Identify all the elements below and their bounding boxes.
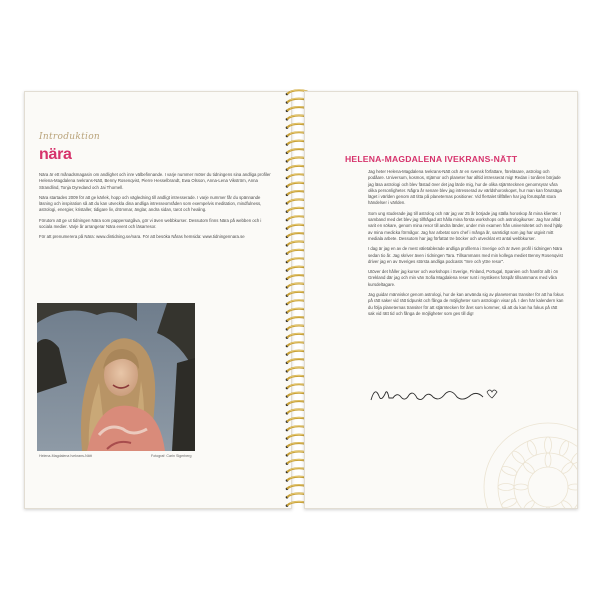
author-paragraph: Jag guidar människor genom astrologi, hur de kan använda sig av planeternas transiter för att ha fokus på rätt saker vid rätt tidpunkt och fånga de möjligheter som astrologin visar på. I den här kalendern kan du följa planeternas transiter för att stjärntecken för året som kommer, så att du kan ha fokus på rätt sak vid rätt tid och fånga de möjligheter som ges till dig! <box>368 292 564 316</box>
mandala-ring <box>498 437 578 509</box>
right-page <box>304 91 578 509</box>
mandala-petal <box>545 453 551 467</box>
magazine-title: nära <box>39 146 72 163</box>
photo-caption: Helena-Magdalena Ivekrans-Nätt <box>39 454 92 458</box>
mandala-ornament <box>473 412 578 509</box>
author-body <box>368 169 564 321</box>
photo-credit: Fotograf: Carin Sigerberg <box>151 454 192 458</box>
author-paragraph: Jag heter Helena-Magdalena Ivekrans-Nätt och är en svensk författare, föreläsare, astrolog och podåare. Universum, kosmos, stjärnor och planeter har alltid intresserat mig! Redan i tonåren började jag läsa astrologi och blev fästad över det jag lärde mig, hur de olika stjärntecknen genomsyrar våra olika personligheter. Några år senare blev jag intresserad av världshoroskopet, hur man kan förutsäga läget i världen genom att titta på planeternas positioner. Vid flertalet tillfällen har jag förutspått stora händelser i världen. <box>368 169 562 206</box>
mandala-petal <box>568 484 578 490</box>
mandala-petal <box>522 499 536 509</box>
mandala-ring <box>514 453 578 509</box>
author-paragraph: Utöver det håller jag kurser och workshops i Sverige, Finland, Portugal, Spanien och framför allt i ön Grekland där jag och min vän Sofia Magdalena reser runt i mystikens fotspår tillsammans med våra kursdeltagare. <box>368 269 559 287</box>
intro-body <box>39 172 275 245</box>
mandala-petal <box>498 484 514 491</box>
section-heading: Introduktion <box>39 132 101 142</box>
intro-paragraph: För att prenumerera på Nära: www.dintidning.se/nara. För att besöka Nåras hemsida: www.tidningennara.se <box>39 234 245 240</box>
mandala-petal <box>560 499 574 509</box>
mandala-petal <box>522 461 536 475</box>
signature <box>367 382 507 408</box>
portrait-photo <box>37 303 195 451</box>
author-paragraph: Som ung studerade jag till astrolog och när jag var 25 år började jag ställa horoskop åt mina klienter. I samband med det blev jag tillfrågad att hålla mina första workshops och astrologikurser. Jag har alltid varit en sökare, genom mina resor till andra länder, under min examen från universitetet och med hjälp av mina medicka förmågor. Jag har arbetat som chef i många år, samtidigt som jag har utgivit mitt mediala arbete. Dessutom har jag författat tre böcker och utvecklat ett antal webbkurser. <box>368 210 563 241</box>
left-page <box>24 91 292 509</box>
author-paragraph: I dag är jag en av de mest väletablerade andliga profilerna i Sverige och är även profil i tidningen Nära sedan tio år. Jag skriver även i tidningen Tara. Tillsammans med min kollega mediet Benny Rosenqvist driver jag en av Sveriges största andliga podcasts "Inre och yttre resor". <box>368 246 563 264</box>
mandala-petal <box>560 461 574 475</box>
mandala-petal <box>514 484 528 490</box>
intro-paragraph: Nära startades 2009 för att ge kärlek, hopp och vägledning till andligt intresserade. I varje nummer får du spännande läsning och inspiration så att du kan utveckla dina andliga intresseområden som exempelvis meditation, mindfulness, astrologi, energier, kristaller, tidigare liv, drömmar, änglar, andra sidan, tarot och healing. <box>39 194 262 213</box>
intro-paragraph: Förutom att ge ut tidningen Nära som pappersutgåva, gör vi även webbkurser. Dessutom finns Nära på webben och i sociala medier. Varje år arrangerar Nära event och läsarresor. <box>39 217 262 230</box>
intro-paragraph: Nära är ett månadsmagasin om andlighet och inre välbefinnande. I varje nummer möter du tidningens sina andliga profiler Helena-Magdalena Ivekrans-Nätt, Benny Rosenqvist, Pierre Hesselbrandt, Ewa Olsson, Anna-Lena Vikström, Anna Strandlind, Tonja Dyredand och Jai Thornell. <box>39 172 271 190</box>
mandala-petal <box>558 439 571 456</box>
mandala-petal <box>526 439 539 456</box>
mandala-petal <box>500 497 517 509</box>
author-heading: HELENA-MAGDALENA IVEKRANS-NÄTT <box>345 154 518 164</box>
mandala-petal <box>570 449 578 465</box>
mandala-petal <box>545 437 552 453</box>
mandala-petal <box>545 507 551 509</box>
mandala-petal <box>500 465 517 478</box>
